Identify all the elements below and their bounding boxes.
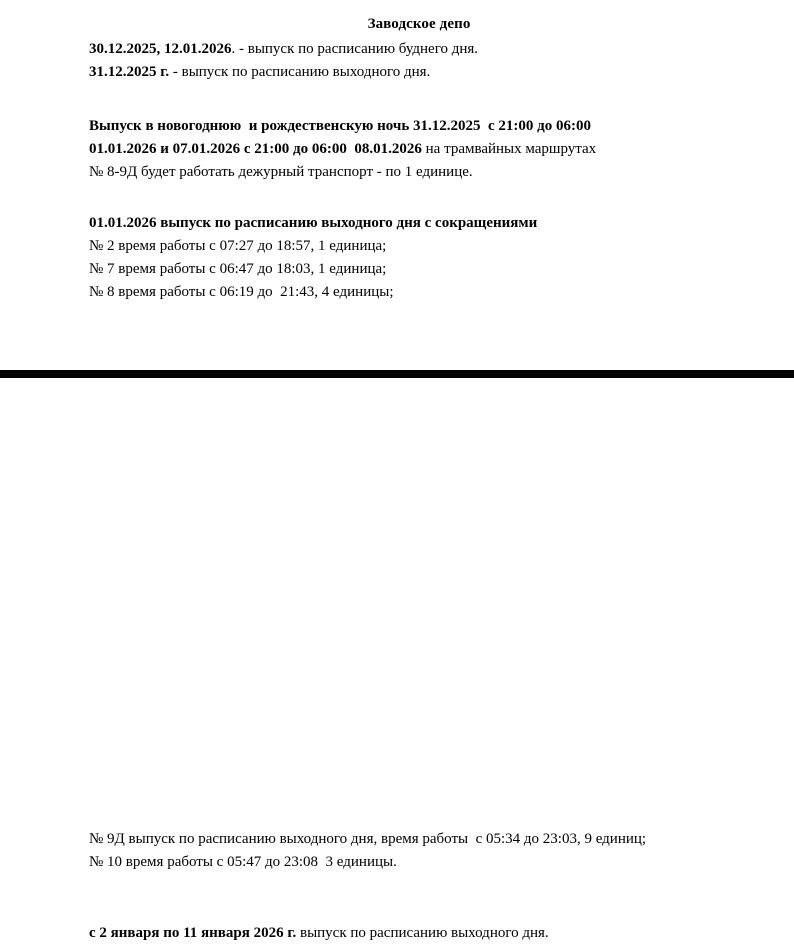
weekday-line-2 xyxy=(89,61,754,84)
jan2to11-dates: с 2 января по 11 января 2026 г. xyxy=(89,925,297,941)
newyear-line-1 xyxy=(89,115,754,138)
newyear-line-3: № 8-9Д будет работать дежурный транспорт - по 1 единице. xyxy=(89,164,473,180)
newyear-line-2-text: на трамвайных маршрутах xyxy=(421,141,597,157)
route-10-line: № 10 время работы с 05:47 до 23:08 3 единицы. xyxy=(89,854,397,870)
newyear-line-2-dates: 01.01.2026 и 07.01.2026 с 21:00 до 06:00 08.01.2026 xyxy=(89,141,422,157)
newyear-line-1-text: Выпуск в новогоднюю и рождественскую ночь 31.12.2025 с 21:00 до 06:00 xyxy=(89,118,592,134)
page-title: Заводское депо xyxy=(367,16,471,32)
jan1-heading xyxy=(89,212,754,235)
weekday-line-1-dates: 30.12.2025, 12.01.2026 xyxy=(89,41,232,57)
route-9d-paragraph xyxy=(89,828,754,874)
weekday-line-2-dates: 31.12.2025 г. xyxy=(89,64,170,80)
newyear-night-paragraph xyxy=(89,115,754,184)
route-9d-line: № 9Д выпуск по расписанию выходного дня, время работы с 05:34 до 23:03, 9 единиц; xyxy=(89,831,647,847)
weekday-schedule-paragraph xyxy=(89,38,754,84)
jan2to11-paragraph xyxy=(89,922,754,945)
document-top-fragment xyxy=(0,0,794,370)
jan1-heading-text: 01.01.2026 выпуск по расписанию выходного дня с сокращениями xyxy=(89,215,538,231)
weekday-line-2-text: - выпуск по расписанию выходного дня. xyxy=(169,64,431,80)
jan2to11-line xyxy=(89,922,754,945)
jan1-route-2: № 2 время работы с 07:27 до 18:57, 1 единица; xyxy=(89,238,387,254)
jan1-route-8: № 8 время работы с 06:19 до 21:43, 4 единицы; xyxy=(89,284,394,300)
weekday-line-1-text: . - выпуск по расписанию буднего дня. xyxy=(231,41,479,57)
page-break-separator xyxy=(0,370,794,378)
jan1-route-7: № 7 время работы с 06:47 до 18:03, 1 единица; xyxy=(89,261,387,277)
weekday-line-1 xyxy=(89,38,754,61)
document-bottom-fragment xyxy=(0,378,794,941)
jan1-schedule-paragraph xyxy=(89,212,754,304)
jan2to11-text: выпуск по расписанию выходного дня. xyxy=(296,925,549,941)
newyear-line-2 xyxy=(89,138,754,161)
